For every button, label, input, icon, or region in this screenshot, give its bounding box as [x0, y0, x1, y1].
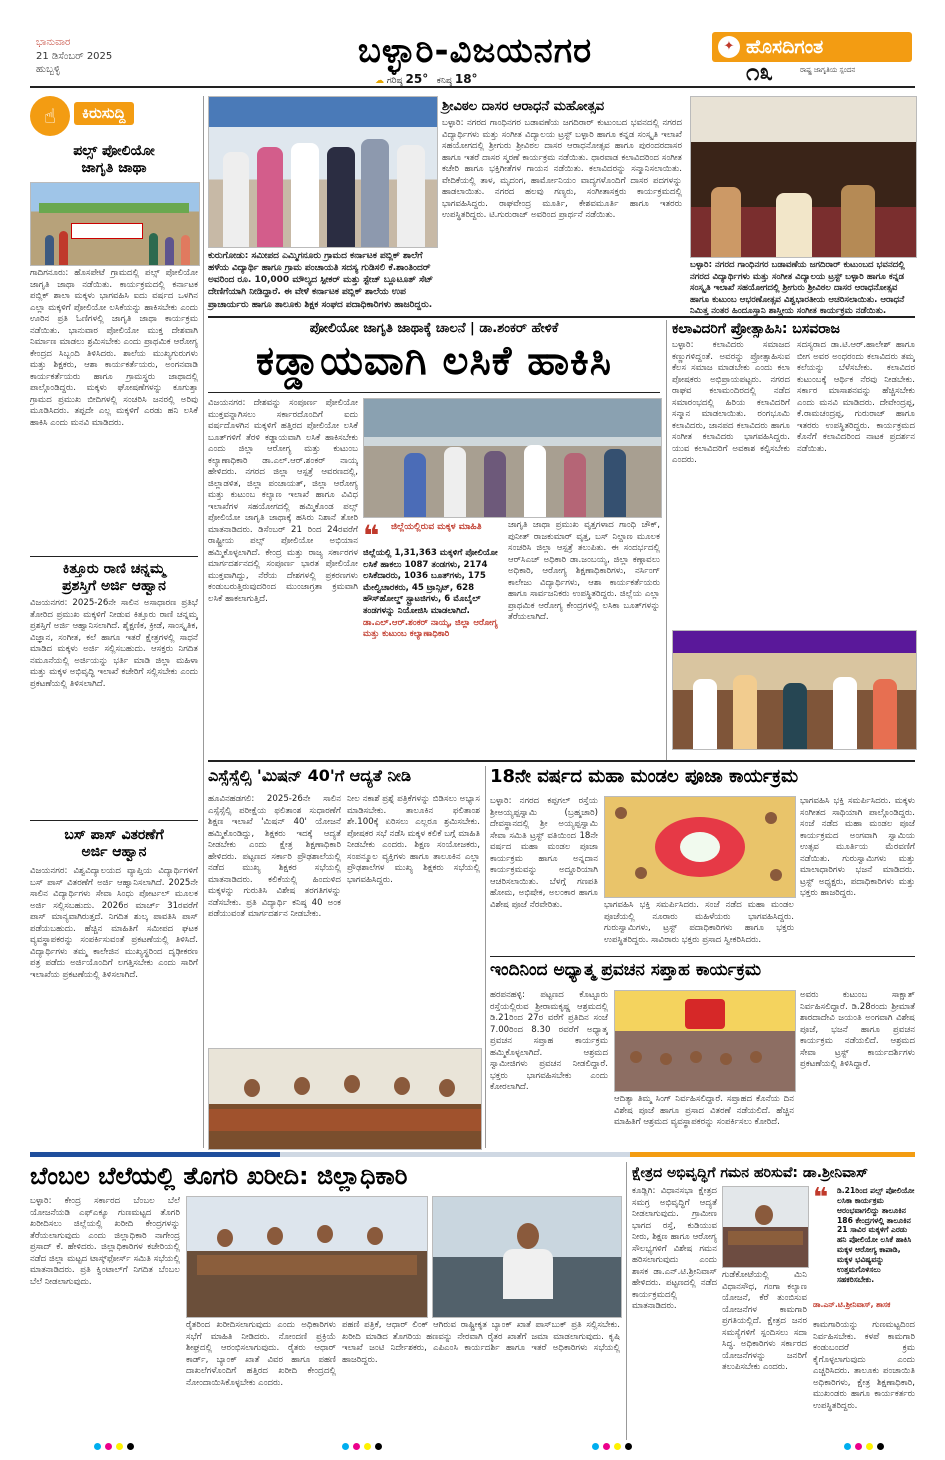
logo-emblem-icon: ✦ — [718, 36, 740, 58]
section-title: ಬಳ್ಳಾರಿ-ವಿಜಯನಗರ — [357, 31, 593, 71]
donation-photo — [208, 96, 438, 248]
togari-body-col1: ಬಳ್ಳಾರಿ: ಕೇಂದ್ರ ಸರ್ಕಾರದ ಬೆಂಬಲ ಬೆಲೆ ಯೋಜನೆಯಡಿ ಎಫ್‌ಎಕ್ಯೂ ಗುಣಮಟ್ಟದ ತೊಗರಿ ಖರೀದಿಸಲು ಜಿಲ್ಲೆಯಲ್ಲಿ ಖರೀದಿ ಕೇಂದ್ರಗಳನ್ನು ತೆರೆಯಲಾಗುವುದು ಎಂದು ಜಿಲ್ಲಾಧಿಕಾರಿ ನಾಗೇಂದ್ರ ಪ್ರಸಾದ್ ಕೆ. ಹೇಳಿದರು. ಜಿಲ್ಲಾಧಿಕಾರಿಗಳ ಕಚೇರಿಯಲ್ಲಿ ನಡೆದ ಜಿಲ್ಲಾ ಮಟ್ಟದ ಟಾಸ್ಕ್‌ಫೋರ್ಸ್ ಸಮಿತಿ ಸಭೆಯಲ್ಲಿ ಮಾತನಾಡಿದರು. ಪ್ರತಿ ಕ್ವಿಂಟಾಲ್‌ಗೆ ನಿಗದಿತ ಬೆಂಬಲ ಬೆಲೆ ನೀಡಲಾಗುವುದು. — [30, 1196, 180, 1287]
quote-box-body: ಡಿ.21ರಿಂದ ಪಲ್ಸ್ ಪೋಲಿಯೋ ಲಸಿಕಾ ಕಾರ್ಯಕ್ರಮ ಆರಂಭವಾಗಲಿದ್ದು ತಾಲೂಕಿನ 186 ಕೇಂದ್ರಗಳಲ್ಲಿ ತಾಲೂಕಿನ 21 ಸಾವಿರ ಮಕ್ಕಳಿಗೆ ಎರಡು ಹನಿ ಪೋಲಿಯೋ ಲಸಿಕೆ ಹಾಕಿಸಿ ಮಕ್ಕಳ ಆರೋಗ್ಯ ಕಾಪಾಡಿ, ಮಕ್ಕಳ ಭವಿಷ್ಯವನ್ನು ಉತ್ತಮಗೊಳಿಸಲು ಸಹಕರಿಸಬೇಕು. — [837, 1186, 915, 1284]
stage-backdrop — [691, 97, 916, 142]
kshetra-body-col2: ಗುಡೆಕೋಟೆಯಲ್ಲಿ ಮಿನಿ ವಿಧಾನಸೌಧ, ಗಂಗಾ ಕಲ್ಯಾಣ ಯೋಜನೆ, ಕೆರೆ ತುಂಬಿಸುವ ಯೋಜನೆಗಳ ಕಾಮಗಾರಿ ಪ್ರಗತಿಯಲ್ಲಿದೆ. ಕ್ಷೇತ್ರದ ಜನರ ಸಮಸ್ಯೆಗಳಿಗೆ ಸ್ಪಂದಿಸಲು ಸದಾ ಸಿದ್ಧ. ಅಧಿಕಾರಿಗಳು ಸರ್ಕಾರದ ಯೋಜನೆಗಳನ್ನು ಜನರಿಗೆ ತಲುಪಿಸಬೇಕು ಎಂದರು. — [722, 1270, 807, 1373]
person — [660, 1053, 672, 1065]
performer — [776, 193, 812, 257]
person — [149, 233, 158, 265]
person — [317, 1225, 333, 1243]
person — [181, 235, 190, 265]
person — [770, 869, 782, 881]
person — [45, 235, 54, 265]
table — [209, 1109, 481, 1131]
person — [615, 807, 627, 819]
story2-title-line2: ಪ್ರಶಸ್ತಿಗೆ ಅರ್ಜಿ ಆಹ್ವಾನ — [62, 577, 166, 594]
polio-stats-box — [363, 520, 503, 648]
mandala-body-col3: ಭಾಗವಹಿಸಿ ಭಕ್ತಿ ಸಮರ್ಪಿಸಿದರು. ಮಕ್ಕಳು ಸಂಗೀತದ ಸಾಥಿಯಾಗಿ ಪಾಲ್ಗೊಂಡಿದ್ದರು. ಸಂಜೆ ನಡೆದ ಮಹಾ ಮಂಡಲ ಪೂಜೆ ಕಾರ್ಯಕ್ರಮದ ಅಂಗವಾಗಿ ಸ್ವಾಮಿಯ ಉತ್ಸವ ಮೂರ್ತಿಯ ಮೆರವಣಿಗೆ ನಡೆಯಿತು. ಗುರುಸ್ವಾಮಿಗಳು ಮತ್ತು ಮಾಲಾಧಾರಿಗಳು ಭಜನೆ ಮಾಡಿದರು. ಟ್ರಸ್ಟ್ ಅಧ್ಯಕ್ಷರು, ಪದಾಧಿಕಾರಿಗಳು ಮತ್ತು ಭಕ್ತರು ಹಾಜರಿದ್ದರು. — [800, 796, 915, 899]
person — [524, 445, 546, 517]
vithala-body: ಬಳ್ಳಾರಿ: ನಗರದ ಗಾಂಧಿನಗರ ಬಡಾವಣೆಯ ಜಗದಿರಾರ್ ಕುಟುಂಬದ ಭವನದಲ್ಲಿ ನಗರದ ವಿದ್ಯಾರ್ಥಿಗಳು ಮತ್ತು ಸಂಗೀತ ವಿದ್ಯಾಲಯ ಟ್ರಸ್ಟ್ ಬಳ್ಳಾರಿ ಹಾಗೂ ಕನ್ನಡ ಸಂಸ್ಕೃತಿ ಇಲಾಖೆ ಸಹಯೋಗದಲ್ಲಿ ಶ್ರೀಗುರು ಶ್ರೀವಿಠಲ ದಾಸರ ಆರಾಧನೋತ್ಸವ ಹಾಗೂ ಪುರಂದರದಾಸರ ಹಾಗೂ ಇತರೆ ದಾಸರ ಸ್ಮರಣೆ ಕಾರ್ಯಕ್ರಮ ನಡೆಯಿತು. ಧಾರವಾಡ ಕಲಾವಿದರಿಂದ ಸಂಗೀತ ಕಚೇರಿ ಹಾಗೂ ಭಕ್ತಿಗೀತೆಗಳ ಗಾಯನ ನಡೆಯಿತು. ಕಲಾವಿದರನ್ನು ಸನ್ಮಾನಿಸಲಾಯಿತು. ವೇದಿಕೆಯಲ್ಲಿ ತಾಳ, ಮೃದಂಗ, ಹಾರ್ಮೋನಿಯಂ ವಾದ್ಯಗಳೊಂದಿಗೆ ದಾಸರ ಪದಗಳನ್ನು ಹಾಡಲಾಯಿತು. ನಗರದ ಹಲವು ಗಣ್ಯರು, ಸಂಗೀತಾಸಕ್ತರು ಕಾರ್ಯಕ್ರಮದಲ್ಲಿ ಭಾಗವಹಿಸಿದ್ದರು. ರಾಘವೇಂದ್ರ ಮೂರ್ತಿ, ಕೇಶವಮೂರ್ತಿ ಹಾಗೂ ಇತರರು ಉಪಸ್ಥಿತರಿದ್ದರು. ಟಿ.ಗುರುರಾಜ್ ಅವರಿಂದ ಪ್ರಾರ್ಥನೆ ನಡೆಯಿತು. — [442, 118, 682, 221]
person-body — [503, 1249, 553, 1299]
polio-rally-photo — [30, 182, 200, 266]
person — [755, 1205, 773, 1225]
person — [404, 453, 426, 517]
concert-photo — [690, 96, 917, 258]
divider — [30, 820, 198, 821]
togari-body-col3: ಪಹಣಿ ಪತ್ರಿಕೆ, ಆಧಾರ್ ಲಿಂಕ್ ಆಗಿರುವ ರಾಷ್ಟ್ರೀಕೃತ ಬ್ಯಾಂಕ್ ಖಾತೆ ಪಾಸ್‌ಬುಕ್ ಪ್ರತಿ ಸಲ್ಲಿಸಬೇಕು. ಖರೀದಿ ಮಾಡಿದ ತೊಗರಿಯ ಹಣವನ್ನು ನೇರವಾಗಿ ರೈತರ ಖಾತೆಗೆ ಜಮಾ ಮಾಡಲಾಗುವುದು. ಕೃಷಿ ಇಲಾಖೆ ಜಂಟಿ ನಿರ್ದೇಶಕರು, ಎಪಿಎಂಸಿ ಕಾರ್ಯದರ್ಶಿ ಹಾಗೂ ಇತರೆ ಅಧಿಕಾರಿಗಳು ಸಭೆಯಲ್ಲಿ ಹಾಜರಿದ್ದರು. — [342, 1320, 620, 1365]
trees-band — [39, 203, 189, 213]
kirusuddi-story2-body: ವಿಜಯನಗರ: 2025-26ನೇ ಸಾಲಿನ ಅಸಾಧಾರಣ ಪ್ರತಿಭೆ ತೋರಿದ ಪ್ರಮುಖ ಮಕ್ಕಳಿಗೆ ನೀಡುವ ಕಿತ್ತೂರು ರಾಣಿ ಚನ್ನಮ್ಮ ಪ್ರಶಸ್ತಿಗೆ ಅರ್ಜಿ ಆಹ್ವಾನಿಸಲಾಗಿದೆ. ಶೈಕ್ಷಣಿಕ, ಕ್ರೀಡೆ, ಸಾಂಸ್ಕೃತಿಕ, ವಿಜ್ಞಾನ, ಸಂಗೀತ, ಕಲೆ ಹಾಗೂ ಇತರೆ ಕ್ಷೇತ್ರಗಳಲ್ಲಿ ಸಾಧನೆ ಮಾಡಿದ ಮಕ್ಕಳು ಅರ್ಜಿ ಸಲ್ಲಿಸಬಹುದು. ಆಸಕ್ತರು ನಿಗದಿತ ನಮೂನೆಯಲ್ಲಿ ಅರ್ಜಿಯನ್ನು ಭರ್ತಿ ಮಾಡಿ ಜಿಲ್ಲಾ ಮಹಿಳಾ ಮತ್ತು ಮಕ್ಕಳ ಅಭಿವೃದ್ಧಿ ಇಲಾಖೆ ಕಚೇರಿಗೆ ಸಲ್ಲಿಸಬೇಕು ಎಂದು ಪ್ರಕಟಣೆಯಲ್ಲಿ ತಿಳಿಸಲಾಗಿದೆ. — [30, 598, 198, 689]
kirusuddi-story3-title — [30, 828, 198, 859]
building — [364, 399, 661, 437]
mandala-body-col2: ಭಾಗವಹಿಸಿ ಭಕ್ತಿ ಸಮರ್ಪಿಸಿದರು. ಸಂಜೆ ನಡೆದ ಮಹಾ ಮಂಡಲ ಪೂಜೆಯಲ್ಲಿ ನೂರಾರು ಮಹಿಳೆಯರು ಭಾಗವಹಿಸಿದ್ದರು. ಗುರುಸ್ವಾಮಿಗಳು, ಟ್ರಸ್ಟ್ ಪದಾಧಿಕಾರಿಗಳು ಹಾಗೂ ಭಕ್ತರು ಉಪಸ್ಥಿತರಿದ್ದರು. ಸಾವಿರಾರು ಭಕ್ತರು ಪ್ರಸಾದ ಸ್ವೀಕರಿಸಿದರು. — [604, 900, 794, 945]
color-strip-left — [30, 1152, 280, 1157]
person — [165, 237, 174, 265]
masthead-rule — [30, 86, 915, 88]
mission40-body-col1: ಹೂವಿನಹಡಗಲಿ: 2025-26ನೇ ಸಾಲಿನ ಎಸ್ಸೆಸ್ಸೆಲ್ಸಿ ಪರೀಕ್ಷೆಯ ಫಲಿತಾಂಶ ಸುಧಾರಣೆಗೆ ಶಿಕ್ಷಣ ಇಲಾಖೆ 'ಮಿಷನ್ 40' ಯೋಜನೆ ಹಮ್ಮಿಕೊಂಡಿದ್ದು, ಶಿಕ್ಷಕರು ಇದಕ್ಕೆ ಆದ್ಯತೆ ನೀಡಬೇಕು ಎಂದು ಕ್ಷೇತ್ರ ಶಿಕ್ಷಣಾಧಿಕಾರಿ ಹೇಳಿದರು. ಪಟ್ಟಣದ ಸರ್ಕಾರಿ ಪ್ರೌಢಶಾಲೆಯಲ್ಲಿ ನಡೆದ ಮುಖ್ಯ ಶಿಕ್ಷಕರ ಸಭೆಯಲ್ಲಿ ಮಾತನಾಡಿದರು. ಕಲಿಕೆಯಲ್ಲಿ ಹಿಂದುಳಿದ ಮಕ್ಕಳನ್ನು ಗುರುತಿಸಿ ವಿಶೇಷ ತರಗತಿಗಳನ್ನು ನಡೆಸಬೇಕು. ಪ್ರತಿ ವಿದ್ಯಾರ್ಥಿ ಕನಿಷ್ಠ 40 ಅಂಕ ಪಡೆಯುವಂತೆ ಮಾರ್ಗದರ್ಶನ ನೀಡಬೇಕು. — [208, 794, 341, 920]
meeting-photo — [208, 1048, 482, 1150]
mandala-body-col1: ಬಳ್ಳಾರಿ: ನಗರದ ಕಪ್ಪಗಲ್ ರಸ್ತೆಯ ಶ್ರೀಅಯ್ಯಪ್ಪಸ್ವಾಮಿ (ಬ್ರಹ್ಮಚಾರಿ) ದೇವಸ್ಥಾನದಲ್ಲಿ ಶ್ರೀ ಅಯ್ಯಪ್ಪಸ್ವಾಮಿ ಸೇವಾ ಸಮಿತಿ ಟ್ರಸ್ಟ್ ವತಿಯಿಂದ 18ನೇ ವರ್ಷದ ಮಹಾ ಮಂಡಲ ಪೂಜಾ ಕಾರ್ಯಕ್ರಮ ಹಾಗೂ ಅನ್ನದಾನ ಕಾರ್ಯಕ್ರಮವನ್ನು ಅದ್ದೂರಿಯಾಗಿ ಆಚರಿಸಲಾಯಿತು. ಬೆಳಗ್ಗೆ ಗಣಪತಿ ಹೋಮ, ಅಭಿಷೇಕ, ಅಲಂಕಾರ ಹಾಗೂ ವಿಶೇಷ ಪೂಜೆ ನೆರವೇರಿತು. — [490, 796, 598, 910]
kshetra-quote-box — [813, 1183, 915, 1314]
column-divider — [666, 320, 667, 760]
paper-name: ಹೊಸದಿಗಂತ — [746, 36, 824, 58]
performer — [711, 187, 741, 257]
quote-box-by: ಡಾ.ಎನ್.ಟಿ.ಶ್ರೀನಿವಾಸ್, ಶಾಸಕ — [813, 1300, 891, 1309]
person — [833, 677, 857, 749]
sun-cloud-icon: ☁ — [375, 76, 384, 86]
column-divider — [203, 96, 204, 1148]
weather-min-label: ಕನಿಷ್ಠ — [436, 76, 452, 86]
story3-title-line1: ಬಸ್ ಪಾಸ್ ವಿತರಣೆಗೆ — [64, 827, 164, 843]
person — [223, 152, 249, 247]
person — [397, 145, 425, 247]
paper-tagline: ರಾಷ್ಟ್ರ ಜಾಗೃತಿಯ ಸ್ಪಂದನ — [800, 66, 856, 74]
color-strip-mid — [280, 1152, 630, 1157]
divider — [208, 760, 915, 762]
print-dots-far-right — [842, 1443, 886, 1455]
mla-meeting-photo — [722, 1186, 809, 1268]
color-strip-right — [630, 1152, 915, 1157]
kirusuddi-story1-body: ಗಾದಿಗನೂರು: ಹೊಸಪೇಟೆ ಗ್ರಾಮದಲ್ಲಿ ಪಲ್ಸ್ ಪೋಲಿಯೋ ಜಾಗೃತಿ ಜಾಥಾ ನಡೆಯಿತು. ಕಾರ್ಯಕ್ರಮದಲ್ಲಿ ಕರ್ನಾಟಕ ಪಬ್ಲಿಕ್ ಶಾಲಾ ಮಕ್ಕಳು ಭಾಗವಹಿಸಿ ಐದು ವರ್ಷದ ಒಳಗಿನ ಎಲ್ಲಾ ಮಕ್ಕಳಿಗೆ ಪೋಲಿಯೋ ಲಸಿಕೆಯನ್ನು ಹಾಕಿಸಬೇಕು ಎಂದು ಊರಿನ ಪ್ರತಿ ಓಣಿಗಳಲ್ಲಿ ಜಾಗೃತಿ ಜಾಥಾ ಕಾರ್ಯಕ್ರಮ ನಡೆಯಿತು. ಭಾನುವಾರ ಪೋಲಿಯೋ ಮುಕ್ತ ದೇಶವಾಗಿ ನಿರ್ಮಾಣ ಮಾಡಲು ಶ್ರಮಿಸಬೇಕು ಎಂದು ಪ್ರಾಥಮಿಕ ಆರೋಗ್ಯ ಕೇಂದ್ರದ ಸಿಬ್ಬಂದಿ ತಿಳಿಸಿದರು. ಶಾಲೆಯ ಮುಖ್ಯಗುರುಗಳು ಮತ್ತು ಶಿಕ್ಷಕರು, ಆಶಾ ಕಾರ್ಯಕರ್ತೆಯರು, ಅಂಗನವಾಡಿ ಕಾರ್ಯಕರ್ತೆಯರು ಹಾಗೂ ಗ್ರಾಮಸ್ಥರು ಜಾಥಾದಲ್ಲಿ ಪಾಲ್ಗೊಂಡಿದ್ದರು. ಮಕ್ಕಳು ಘೋಷಣೆಗಳನ್ನು ಕೂಗುತ್ತಾ ಗ್ರಾಮದ ಪ್ರಮುಖ ಬೀದಿಗಳಲ್ಲಿ ಸಂಚರಿಸಿ ಜನರಲ್ಲಿ ಅರಿವು ಮೂಡಿಸಿದರು. ತಪ್ಪದೇ ಎಲ್ಲ ಮಕ್ಕಳಿಗೆ ಎರಡು ಹನಿ ಲಸಿಕೆ ಹಾಕಿಸಿ ಎಂದು ಮನವಿ ಮಾಡಿದರು. — [30, 268, 198, 428]
polio-body-col1: ವಿಜಯನಗರ: ದೇಶವನ್ನು ಸಂಪೂರ್ಣ ಪೋಲಿಯೋ ಮುಕ್ತವನ್ನಾಗಿಸಲು ಸರ್ಕಾರದೊಂದಿಗೆ ಐದು ವರ್ಷದೊಳಗಿನ ಮಕ್ಕಳಿಗೆ ಹತ್ತಿರದ ಪೋಲಿಯೋ ಲಸಿಕೆ ಬೂತ್‌ಗಳಿಗೆ ತೆರಳಿ ಕಡ್ಡಾಯವಾಗಿ ಲಸಿಕೆ ಹಾಕಿಸಬೇಕು ಎಂದು ಜಿಲ್ಲಾ ಆರೋಗ್ಯ ಮತ್ತು ಕುಟುಂಬ ಕಲ್ಯಾಣಾಧಿಕಾರಿ ಡಾ.ಎಲ್.ಆರ್.ಶಂಕರ್ ನಾಯ್ಕ ಹೇಳಿದರು. ನಗರದ ಜಿಲ್ಲಾ ಆಸ್ಪತ್ರೆ ಆವರಣದಲ್ಲಿ, ಜಿಲ್ಲಾಡಳಿತ, ಜಿಲ್ಲಾ ಪಂಚಾಯತ್, ಜಿಲ್ಲಾ ಆರೋಗ್ಯ ಮತ್ತು ಕುಟುಂಬ ಕಲ್ಯಾಣ ಇಲಾಖೆ ಹಾಗೂ ವಿವಿಧ ಇಲಾಖೆಗಳ ಸಹಯೋಗದಲ್ಲಿ ಹಮ್ಮಿಕೊಂಡ ಪಲ್ಸ್ ಪೋಲಿಯೋ ಜಾಗೃತಿ ಜಾಥಾಕ್ಕೆ ಹಸಿರು ನಿಶಾನೆ ತೋರಿ ಮಾತನಾಡಿದರು. ಡಿಸೆಂಬರ್ 21 ರಿಂದ 24ರವರೆಗೆ ರಾಷ್ಟ್ರೀಯ ಪಲ್ಸ್ ಪೋಲಿಯೋ ಅಭಿಯಾನ ಹಮ್ಮಿಕೊಳ್ಳಲಾಗಿದೆ. ಕೇಂದ್ರ ಮತ್ತು ರಾಜ್ಯ ಸರ್ಕಾರಗಳ ಮಾರ್ಗದರ್ಶನದಲ್ಲಿ ಸಂಪೂರ್ಣ ಭಾರತ ಪೋಲಿಯೋ ಮುಕ್ತವಾಗಿದ್ದು, ನೆರೆಯ ದೇಶಗಳಲ್ಲಿ ಪ್ರಕರಣಗಳು ಕಂಡುಬರುತ್ತಿರುವುದರಿಂದ ಮುಂಜಾಗ್ರತಾ ಕ್ರಮವಾಗಿ ಲಸಿಕೆ ಹಾಕಲಾಗುತ್ತಿದೆ. — [208, 398, 358, 604]
polio-kicker: ಪೋಲಿಯೋ ಜಾಗೃತಿ ಜಾಥಾಕ್ಕೆ ಚಾಲನೆ | ಡಾ.ಶಂಕರ್ ಹೇಳಿಕೆ — [309, 321, 559, 336]
person — [344, 1075, 360, 1093]
masthead-day: ಭಾನುವಾರ — [36, 37, 71, 48]
mandala-puja-photo — [604, 796, 796, 898]
weather-max-label: ಗರಿಷ್ಠ — [386, 76, 403, 86]
kirusuddi-badge — [30, 96, 195, 136]
person — [367, 1227, 383, 1245]
story1-title-line1: ಪಲ್ಸ್ ಪೋಲಿಯೋ — [73, 143, 155, 159]
concert-photo-caption: ಬಳ್ಳಾರಿ: ನಗರದ ಗಾಂಧಿನಗರ ಬಡಾವಣೆಯ ಜಗದಿರಾರ್ ಕುಟುಂಬದ ಭವನದಲ್ಲಿ ನಗರದ ವಿದ್ಯಾರ್ಥಿಗಳು ಮತ್ತು ಸಂಗೀತ ವಿದ್ಯಾಲಯ ಟ್ರಸ್ಟ್ ಬಳ್ಳಾರಿ ಹಾಗೂ ಕನ್ನಡ ಸಂಸ್ಕೃತಿ ಇಲಾಖೆ ಸಹಯೋಗದಲ್ಲಿ ಶ್ರೀಗುರು ಶ್ರೀವಿಠಲ ದಾಸರ ಆರಾಧನೋತ್ಸವ ಹಾಗೂ ಕುಟುಂಬ ಆಭರಣೋತ್ಸವ ವಿಶ್ವಭಾರತೀಯ ಆಚರಿಸಲಾಯಿತು. ಆರಾಧನೆ ನಿಮಿತ್ತ ನಂತರ ಹಿಂದೂಸ್ತಾನಿ ಶಾಸ್ತ್ರೀಯ ಸಂಗೀತ ಕಾರ್ಯಕ್ರಮ ನಡೆಯಿತು. — [690, 260, 905, 317]
kshetra-headline: ಕ್ಷೇತ್ರದ ಅಭಿವೃದ್ಧಿಗೆ ಗಮನ ಹರಿಸುವೆ: ಡಾ.ಶ್ರೀನಿವಾಸ್ — [632, 1165, 869, 1181]
story1-title-line2: ಜಾಗೃತಿ ಜಾಥಾ — [81, 159, 147, 176]
masthead — [0, 0, 945, 86]
backdrop-banner — [209, 97, 437, 127]
stage-banner — [673, 631, 916, 653]
mission40-headline: ಎಸ್ಸೆಸ್ಸೆಲ್ಸಿ 'ಮಿಷನ್ 40'ಗೆ ಆದ್ಯತೆ ನೀಡಿ — [208, 766, 412, 785]
person — [291, 143, 319, 247]
stats-title: ಜಿಲ್ಲೆಯಲ್ಲಿರುವ ಮಕ್ಕಳ ಮಾಹಿತಿ — [391, 522, 482, 532]
polio-headline: ಕಡ್ಡಾಯವಾಗಿ ಲಸಿಕೆ ಹಾಕಿಸಿ — [255, 338, 613, 384]
performer — [841, 185, 875, 257]
pravachana-headline: ಇಂದಿನಿಂದ ಅಧ್ಯಾತ್ಮ ಪ್ರವಚನ ಸಪ್ತಾಹ ಕಾರ್ಯಕ್ರಮ — [490, 960, 762, 980]
print-dots-left — [92, 1443, 136, 1455]
kshetra-body-col1: ಕೂಡ್ಲಿಗಿ: ವಿಧಾನಸಭಾ ಕ್ಷೇತ್ರದ ಸಮಗ್ರ ಅಭಿವೃದ್ಧಿಗೆ ಆದ್ಯತೆ ನೀಡಲಾಗುವುದು. ಗ್ರಾಮೀಣ ಭಾಗದ ರಸ್ತೆ, ಕುಡಿಯುವ ನೀರು, ಶಿಕ್ಷಣ ಹಾಗೂ ಆರೋಗ್ಯ ಸೌಲಭ್ಯಗಳಿಗೆ ವಿಶೇಷ ಗಮನ ಹರಿಸಲಾಗುವುದು ಎಂದು ಶಾಸಕ ಡಾ.ಎನ್.ಟಿ.ಶ್ರೀನಿವಾಸ್ ಹೇಳಿದರು. ಪಟ್ಟಣದಲ್ಲಿ ನಡೆದ ಕಾರ್ಯಕ್ರಮದಲ್ಲಿ ಮಾತನಾಡಿದರು. — [632, 1186, 717, 1312]
person — [327, 147, 355, 247]
person — [630, 1051, 642, 1063]
togari-meeting-photo — [186, 1196, 428, 1318]
print-dots-right — [590, 1443, 634, 1455]
person — [720, 1053, 732, 1065]
quote-mark-icon: ❝ — [813, 1183, 829, 1213]
weather-max: 25° — [405, 72, 429, 86]
kirusuddi-label: ಕಿರುಸುದ್ದಿ — [74, 102, 134, 125]
column-divider — [485, 766, 486, 1148]
togari-body-col2: ರೈತರಿಂದ ಖರೀದಿಸಲಾಗುವುದು ಎಂದು ಅಧಿಕಾರಿಗಳು ಸಭೆಗೆ ಮಾಹಿತಿ ನೀಡಿದರು. ನೋಂದಣಿ ಪ್ರಕ್ರಿಯೆ ಶೀಘ್ರದಲ್ಲಿ ಆರಂಭಿಸಲಾಗುವುದು. ರೈತರು ಆಧಾರ್ ಕಾರ್ಡ್, ಬ್ಯಾಂಕ್ ಖಾತೆ ವಿವರ ಹಾಗೂ ಪಹಣಿ ದಾಖಲೆಗಳೊಂದಿಗೆ ಹತ್ತಿರದ ಖರೀದಿ ಕೇಂದ್ರದಲ್ಲಿ ನೋಂದಾಯಿಸಿಕೊಳ್ಳಬೇಕು ಎಂದರು. — [186, 1320, 336, 1388]
rally-banner — [71, 223, 143, 239]
divider — [208, 392, 660, 393]
person — [439, 1079, 455, 1097]
person — [564, 453, 586, 517]
pravachana-body-col2: ಆದಿತ್ಯಾ ತಿಮ್ಮ ಸಿಂಗ್ ನಿರ್ವಹಿಸಲಿದ್ದಾರೆ. ಸಪ್ತಾಹದ ಕೊನೆಯ ದಿನ ವಿಶೇಷ ಪೂಜೆ ಹಾಗೂ ಪ್ರಸಾದ ವಿತರಣೆ ನಡೆಯಲಿದೆ. ಹೆಚ್ಚಿನ ಮಾಹಿತಿಗೆ ಆಶ್ರಮದ ವ್ಯವಸ್ಥಾಪಕರನ್ನು ಸಂಪರ್ಕಿಸಲು ಕೋರಿದೆ. — [614, 1094, 794, 1128]
pravachana-body-col3: ಅವರು ಕುಟುಂಬ ಸಾಕ್ಷಾತ್ ನಿರ್ವಹಿಸಲಿದ್ದಾರೆ. ಡಿ.28ರಂದು ಶ್ರೀಮಾತೆ ಶಾರದಾದೇವಿ ಜಯಂತಿ ಅಂಗವಾಗಿ ವಿಶೇಷ ಪೂಜೆ, ಭಜನೆ ಹಾಗೂ ಪ್ರವಚನ ಕಾರ್ಯಕ್ರಮ ನಡೆಯಲಿದೆ. ಆಶ್ರಮದ ಸೇವಾ ಟ್ರಸ್ಟ್ ಕಾರ್ಯದರ್ಶಿಗಳು ಪ್ರಕಟಣೆಯಲ್ಲಿ ತಿಳಿಸಿದ್ದಾರೆ. — [800, 990, 915, 1070]
conference-table — [197, 1255, 417, 1275]
masthead-date: 21 ಡಿಸೆಂಬರ್ 2025 — [36, 50, 113, 62]
mandala-headline: 18ನೇ ವರ್ಷದ ಮಹಾ ಮಂಡಲ ಪೂಜಾ ಕಾರ್ಯಕ್ರಮ — [490, 766, 799, 787]
person — [361, 139, 389, 247]
divider — [490, 956, 915, 957]
person — [635, 867, 647, 879]
kalavidar-body-col1: ಬಳ್ಳಾರಿ: ಕಲಾವಿದರು ಸಮಾಜದ ಕಣ್ಣುಗಳಿದ್ದಂತೆ. ಅವರನ್ನು ಪ್ರೋತ್ಸಾಹಿಸುವ ಕೆಲಸ ಸಮಾಜ ಮಾಡಬೇಕು ಎಂದು ಕಲಾ ಪೋಷಕರು ಅಭಿಪ್ರಾಯಪಟ್ಟರು. ನಗರದ ರಾಘವ ಕಲಾಮಂದಿರದಲ್ಲಿ ನಡೆದ ಸಮಾರಂಭದಲ್ಲಿ ಹಿರಿಯ ಕಲಾವಿದರಿಗೆ ಸನ್ಮಾನ ಮಾಡಲಾಯಿತು. ರಂಗಭೂಮಿ ಕಲಾವಿದರು, ಜಾನಪದ ಕಲಾವಿದರು ಹಾಗೂ ಸಂಗೀತ ಕಲಾವಿದರು ಭಾಗವಹಿಸಿದ್ದರು. ಯುವ ಕಲಾವಿದರಿಗೆ ಅವಕಾಶ ಕಲ್ಪಿಸಬೇಕು ಎಂದರು. — [672, 340, 790, 466]
hand-icon: ☝ — [30, 96, 70, 136]
person — [873, 679, 897, 749]
person — [244, 1079, 260, 1097]
person — [267, 1227, 283, 1245]
person — [690, 1051, 702, 1063]
person — [517, 1223, 539, 1249]
person — [765, 812, 777, 824]
table — [728, 1231, 803, 1245]
mandala-center — [680, 832, 720, 862]
altar — [685, 999, 725, 1029]
mission40-body-col2: ನೀಲ ನಕಾಶೆ ಪ್ರಶ್ನೆ ಪತ್ರಿಕೆಗಳನ್ನು ಬಿಡಿಸಲು ಅಭ್ಯಾಸ ಮಾಡಿಸಬೇಕು. ತಾಲೂಕಿನ ಫಲಿತಾಂಶ ಶೇ.100ಕ್ಕೆ ಏರಿಸಲು ಎಲ್ಲರೂ ಶ್ರಮಿಸಬೇಕು. ಪೋಷಕರ ಸಭೆ ನಡೆಸಿ ಮಕ್ಕಳ ಕಲಿಕೆ ಬಗ್ಗೆ ಮಾಹಿತಿ ನೀಡಬೇಕು ಎಂದರು. ಶಿಕ್ಷಣ ಸಂಯೋಜಕರು, ಸಂಪನ್ಮೂಲ ವ್ಯಕ್ತಿಗಳು ಹಾಗೂ ತಾಲೂಕಿನ ಎಲ್ಲಾ ಪ್ರೌಢಶಾಲೆಗಳ ಮುಖ್ಯ ಶಿಕ್ಷಕರು ಸಭೆಯಲ್ಲಿ ಭಾಗವಹಿಸಿದ್ದರು. — [347, 794, 480, 885]
stats-quote-by: ಡಾ.ಎಲ್.ಆರ್.ಶಂಕರ್ ನಾಯ್ಕ, ಜಿಲ್ಲಾ ಆರೋಗ್ಯ ಮತ್ತು ಕುಟುಂಬ ಕಲ್ಯಾಣಾಧಿಕಾರಿ — [363, 618, 498, 639]
divider — [30, 556, 198, 557]
district-collector-photo — [432, 1196, 622, 1318]
story2-title-line1: ಕಿತ್ತೂರು ರಾಣಿ ಚನ್ನಮ್ಮ — [62, 561, 166, 577]
person — [294, 1077, 310, 1095]
polio-jatha-photo — [363, 398, 662, 518]
paper-logo — [712, 32, 912, 62]
kalavidar-body-col2: ಸದಸ್ಯರಾದ ಡಾ.ಟಿ.ಆರ್.ಹಾಲೇಶ್ ಹಾಗೂ ಬೀಗ ಅವರ ಅಂಧರಂದು ಕಲಾವಿದರು ತಮ್ಮ ಕಲೆಯನ್ನು ಬೆಳೆಸಬೇಕು. ಕಲಾವಿದರ ಕುಟುಂಬಕ್ಕೆ ಆರ್ಥಿಕ ನೆರವು ನೀಡಬೇಕು. ಸರ್ಕಾರ ಮಾಸಾಶನವನ್ನು ಹೆಚ್ಚಿಸಬೇಕು ಎಂದು ಮನವಿ ಮಾಡಿದರು. ದೇವೇಂದ್ರಪ್ಪ, ಕೆ.ರಾಮಚಂದ್ರಪ್ಪ, ಗುರುರಾಜ್ ಹಾಗೂ ಇತರರು ಉಪಸ್ಥಿತರಿದ್ದರು. ಕಾರ್ಯಕ್ರಮದ ಕೊನೆಗೆ ಕಲಾವಿದರಿಂದ ನಾಟಕ ಪ್ರದರ್ಶನ ನಡೆಯಿತು. — [797, 340, 915, 454]
person — [750, 1051, 762, 1063]
divider — [208, 316, 915, 318]
quote-mark-icon: ❝ — [363, 519, 380, 552]
story3-title-line2: ಅರ್ಜಿ ಆಹ್ವಾನ — [81, 843, 147, 860]
togari-headline: ಬೆಂಬಲ ಬೆಲೆಯಲ್ಲಿ ತೊಗರಿ ಖರೀದಿ: ಜಿಲ್ಲಾಧಿಕಾರಿ — [30, 1162, 408, 1190]
masthead-date-block — [36, 36, 156, 77]
person — [484, 451, 506, 517]
person — [257, 147, 283, 247]
person — [733, 675, 757, 749]
kalavidar-headline: ಕಲಾವಿದರಿಗೆ ಪ್ರೋತ್ಸಾಹಿಸಿ: ಬಸವರಾಜ — [672, 321, 840, 337]
kirusuddi-story2-title — [30, 562, 198, 593]
person — [444, 447, 466, 517]
person — [783, 683, 807, 749]
donation-photo-caption: ಕುರುಗೋಡು: ಸಮೀಪದ ಎಮ್ಮಿಗನೂರು ಗ್ರಾಮದ ಕರ್ನಾಟಕ ಪಬ್ಲಿಕ್ ಶಾಲೆಗೆ ಹಳೆಯ ವಿದ್ಯಾರ್ಥಿ ಹಾಗೂ ಗ್ರಾಮ ಪಂಚಾಯತಿ ಸದಸ್ಯ ಗುಡಿಸಲಿ ಕೆ.ಶಾಂತಿಂದರ್ ಅವರಿಂದ ರೂ. 10,000 ಮೌಲ್ಯದ ಸ್ಪೀಕರ್ ಮತ್ತು ಸ್ಟೇಜ್ ಬ್ಲೂಟೂತ್ ಸೆಟ್ ದೇಣಿಗೆಯಾಗಿ ನೀಡಿದ್ದಾರೆ. ಈ ವೇಳೆ ಕರ್ನಾಟಕ ಪಬ್ಲಿಕ್ ಶಾಲೆಯ ಉಪ ಪ್ರಾಚಾರ್ಯರು ಹಾಗೂ ತಾಲೂಕು ಶಿಕ್ಷಕ ಸಂಘದ ಪದಾಧಿಕಾರಿಗಳು ಹಾಜರಿದ್ದರು. — [208, 251, 434, 310]
kshetra-body-col3: ಕಾಮಗಾರಿಯನ್ನು ಗುಣಮಟ್ಟದಿಂದ ನಿರ್ವಹಿಸಬೇಕು. ಕಳಪೆ ಕಾಮಗಾರಿ ಕಂಡುಬಂದರೆ ಕ್ರಮ ಕೈಗೊಳ್ಳಲಾಗುವುದು ಎಂದು ಎಚ್ಚರಿಸಿದರು. ತಾಲೂಕು ಪಂಚಾಯಿತಿ ಅಧಿಕಾರಿಗಳು, ಕ್ಷೇತ್ರ ಶಿಕ್ಷಣಾಧಿಕಾರಿ, ಮುಖಂಡರು ಹಾಗೂ ಕಾರ್ಯಕರ್ತರು ಉಪಸ್ಥಿತರಿದ್ದರು. — [813, 1320, 915, 1411]
vithala-headline: ಶ್ರೀವಿಠಲ ದಾಸರ ಆರಾಧನೆ ಮಹೋತ್ಸವ — [442, 99, 605, 114]
print-dots-mid — [340, 1443, 384, 1455]
weather-min: 18° — [454, 72, 478, 86]
masthead-city: ಹುಬ್ಬಳ್ಳಿ — [36, 64, 61, 75]
pravachana-body-col1: ಹರಪನಹಳ್ಳಿ: ಪಟ್ಟಣದ ಕೊಟ್ಟೂರು ರಸ್ತೆಯಲ್ಲಿರುವ ಶ್ರೀರಾಮಕೃಷ್ಣ ಆಶ್ರಮದಲ್ಲಿ ಡಿ.21ರಿಂದ 27ರ ವರೆಗೆ ಪ್ರತಿದಿನ ಸಂಜೆ 7.00ರಿಂದ 8.30 ರವರೆಗೆ ಅಧ್ಯಾತ್ಮ ಪ್ರವಚನ ಸಪ್ತಾಹ ಕಾರ್ಯಕ್ರಮ ಹಮ್ಮಿಕೊಳ್ಳಲಾಗಿದೆ. ಆಶ್ರಮದ ಸ್ವಾಮೀಜಿಗಳು ಪ್ರವಚನ ನೀಡಲಿದ್ದಾರೆ. ಭಕ್ತರು ಭಾಗವಹಿಸಬೇಕು ಎಂದು ಕೋರಲಾಗಿದೆ. — [490, 990, 608, 1093]
column-divider — [626, 1162, 627, 1440]
person — [217, 1229, 233, 1247]
page-number: ೧೩ — [746, 58, 773, 86]
person — [394, 1077, 410, 1095]
kirusuddi-story1-title — [30, 144, 198, 175]
kalavidar-felicitation-photo — [672, 630, 917, 750]
polio-body-col2: ಜಾಗೃತಿ ಜಾಥಾ ಪ್ರಮುಖ ವೃತ್ತಗಳಾದ ಗಾಂಧಿ ಚೌಕ್, ಪುನೀತ್ ರಾಜಕುಮಾರ್ ವೃತ್ತ, ಬಸ್ ನಿಲ್ದಾಣ ಮೂಲಕ ಸಂಚರಿಸಿ ಜಿಲ್ಲಾ ಆಸ್ಪತ್ರೆ ತಲುಪಿತು. ಈ ಸಂದರ್ಭದಲ್ಲಿ ಆರ್‌ಸಿಎಚ್ ಅಧಿಕಾರಿ ಡಾ.ಜಂಬಯ್ಯ, ಜಿಲ್ಲಾ ಕಣ್ಗಾವಲು ಅಧಿಕಾರಿ, ಆರೋಗ್ಯ ಶಿಕ್ಷಣಾಧಿಕಾರಿಗಳು, ನರ್ಸಿಂಗ್ ಕಾಲೇಜು ವಿದ್ಯಾರ್ಥಿಗಳು, ಆಶಾ ಕಾರ್ಯಕರ್ತೆಯರು ಹಾಗೂ ಸಾರ್ವಜನಿಕರು ಉಪಸ್ಥಿತರಿದ್ದರು. ಜಿಲ್ಲೆಯ ಎಲ್ಲಾ ಪ್ರಾಥಮಿಕ ಆರೋಗ್ಯ ಕೇಂದ್ರಗಳಲ್ಲಿ ಲಸಿಕಾ ಬೂತ್‌ಗಳನ್ನು ತೆರೆಯಲಾಗಿದೆ. — [508, 520, 660, 623]
person — [604, 449, 626, 517]
person — [59, 231, 68, 265]
kirusuddi-story3-body: ವಿಜಯನಗರ: ವಿಶ್ವವಿದ್ಯಾಲಯದ ವ್ಯಾಪ್ತಿಯ ವಿದ್ಯಾರ್ಥಿಗಳಿಗೆ ಬಸ್ ಪಾಸ್ ವಿತರಣೆಗೆ ಅರ್ಜಿ ಆಹ್ವಾನಿಸಲಾಗಿದೆ. 2025ನೇ ಸಾಲಿನ ವಿದ್ಯಾರ್ಥಿಗಳು ಸೇವಾ ಸಿಂಧು ಪೋರ್ಟಲ್ ಮೂಲಕ ಅರ್ಜಿ ಸಲ್ಲಿಸಬಹುದು. 2026ರ ಮಾರ್ಚ್ 31ರವರೆಗೆ ಪಾಸ್ ಮಾನ್ಯವಾಗಿರುತ್ತದೆ. ನಿಗದಿತ ಶುಲ್ಕ ಪಾವತಿಸಿ ಪಾಸ್ ಪಡೆಯಬಹುದು. ಹೆಚ್ಚಿನ ಮಾಹಿತಿಗೆ ಸಮೀಪದ ಘಟಕ ವ್ಯವಸ್ಥಾಪಕರನ್ನು ಸಂಪರ್ಕಿಸುವಂತೆ ಪ್ರಕಟಣೆಯಲ್ಲಿ ತಿಳಿಸಿದೆ. ವಿದ್ಯಾರ್ಥಿಗಳು ತಮ್ಮ ಕಾಲೇಜಿನ ಮುಖ್ಯಸ್ಥರಿಂದ ದೃಢೀಕರಣ ಪತ್ರ ಪಡೆದು ಅರ್ಜಿಯೊಂದಿಗೆ ಲಗತ್ತಿಸಬೇಕು ಎಂದು ಸಾರಿಗೆ ಇಲಾಖೆಯ ಪ್ರಕಟಣೆಯಲ್ಲಿ ತಿಳಿಸಲಾಗಿದೆ. — [30, 866, 198, 980]
person — [693, 679, 717, 749]
ashram-hall-photo — [614, 990, 796, 1092]
stats-body: ಜಿಲ್ಲೆಯಲ್ಲಿ 1,31,363 ಮಕ್ಕಳಿಗೆ ಪೋಲಿಯೋ ಲಸಿಕೆ ಹಾಕಲು 1087 ತಂಡಗಳು, 2174 ಲಸಿಕೆದಾರರು, 1036 ಬೂತ್‌ಗಳು, 175 ಮೇಲ್ವಿಚಾರಕರು, 45 ಟ್ರಾನ್ಸಿಟ್, 628 ಹೌಸ್‌ಹೋಲ್ಡ್ ಸ್ಟ್ರಾಟಜಿಗಳು, 6 ಮೊಬೈಲ್ ತಂಡಗಳನ್ನು ನಿಯೋಜಿಸಿ ಮಾಡಲಾಗಿದೆ. — [363, 548, 498, 616]
